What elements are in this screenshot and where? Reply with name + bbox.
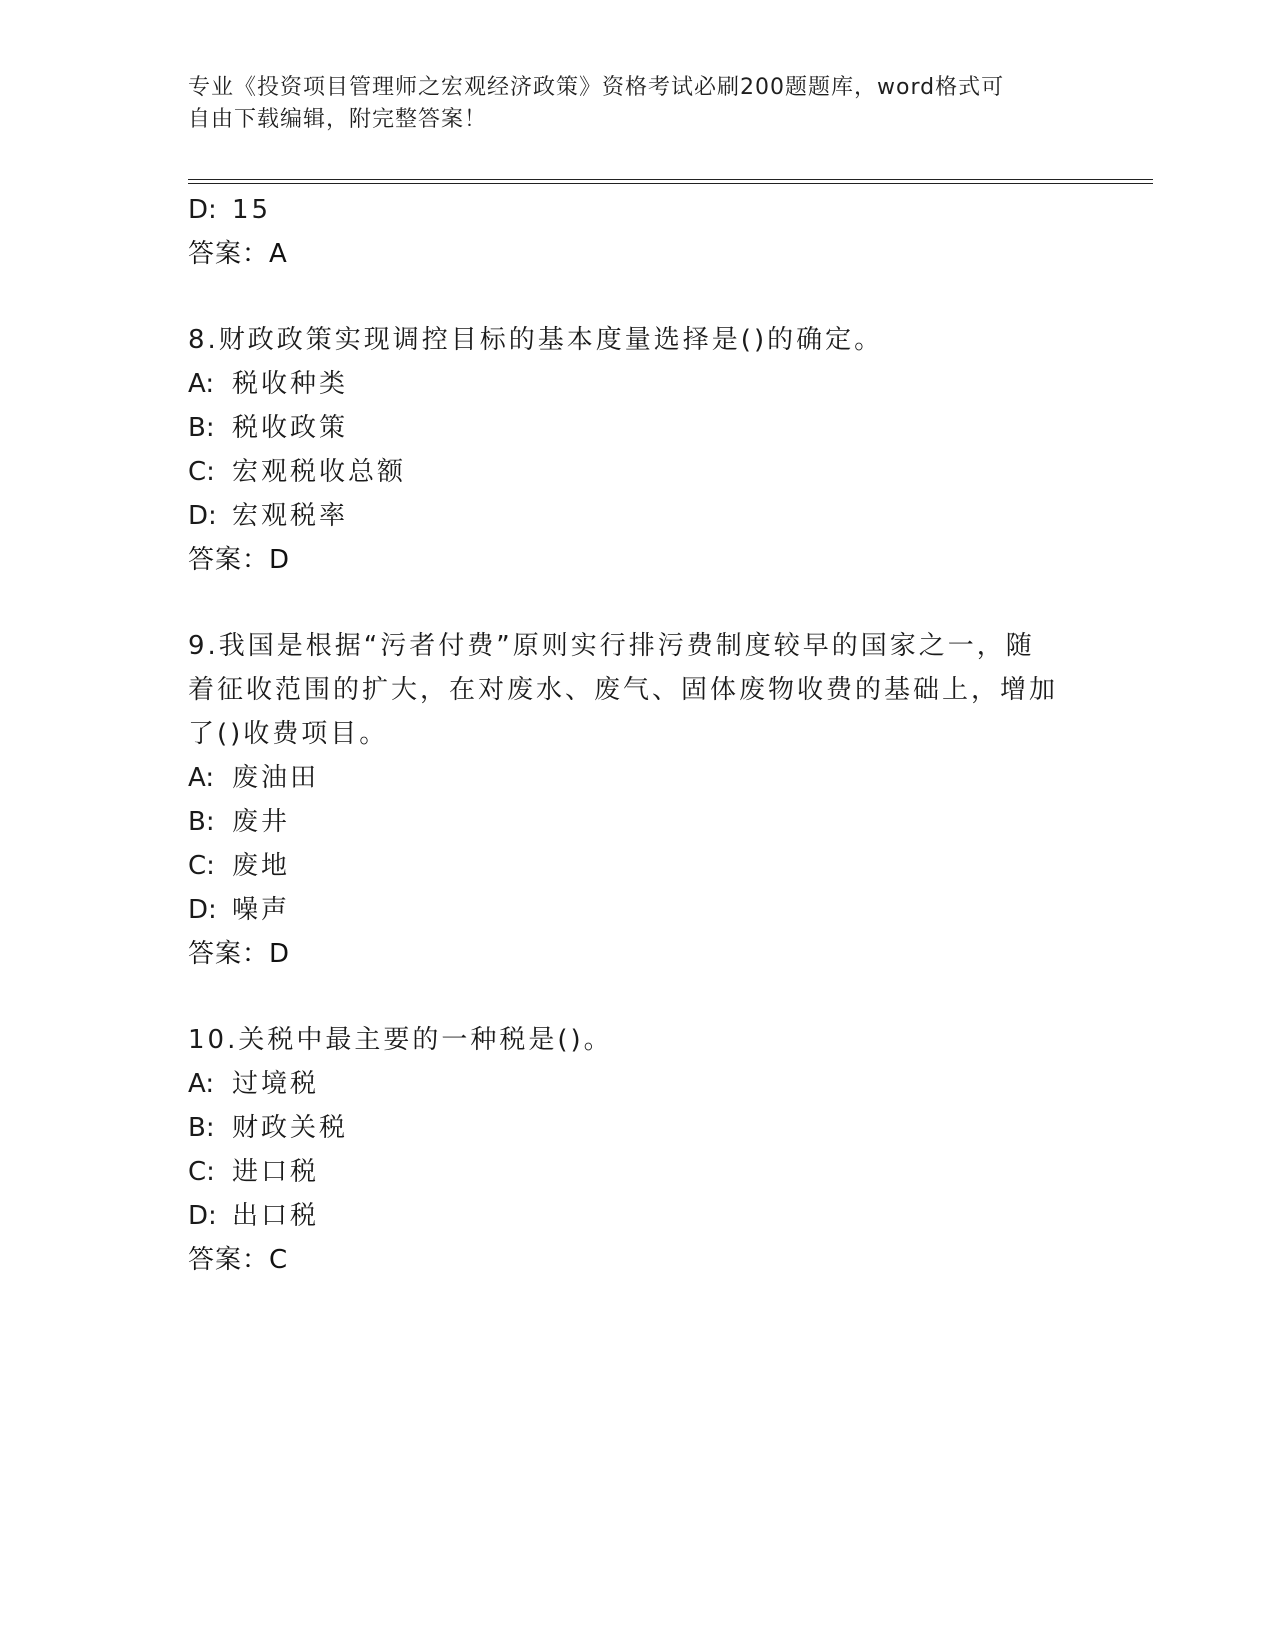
option-text: 15 [232,195,272,225]
header-divider-top [188,179,1153,180]
q10-stem: 10.关税中最主要的一种税是()。 [188,1025,613,1055]
option-label: D: [188,195,217,225]
option-text: 财政关税 [232,1113,349,1143]
q8-stem: 8.财政政策实现调控目标的基本度量选择是()的确定。 [188,325,884,355]
option-text: 宏观税率 [232,501,349,531]
option-label: D: [188,895,217,925]
option-text: 过境税 [232,1069,320,1099]
q10-answer: 答案：C [188,1245,289,1275]
q10-option-d [188,1199,319,1233]
option-text: 出口税 [232,1201,320,1231]
option-label: A: [188,369,215,399]
q10-option-c [188,1155,319,1189]
option-text: 宏观税收总额 [232,457,407,487]
q9-option-a [188,761,319,795]
option-text: 税收种类 [232,369,349,399]
header-divider-bottom [188,183,1153,184]
option-text: 税收政策 [232,413,349,443]
header-line-2: 自由下载编辑，附完整答案！ [188,107,488,132]
option-label: D: [188,501,217,531]
option-label: B: [188,1113,215,1143]
q8-option-c [188,455,406,489]
prev-answer: 答案：A [188,239,288,269]
q9-option-b [188,805,290,839]
option-text: 噪声 [232,895,291,925]
q9-stem-line-2: 着征收范围的扩大，在对废水、废气、固体废物收费的基础上，增加 [188,675,1059,705]
header-line-1: 专业《投资项目管理师之宏观经济政策》资格考试必刷200题题库，word格式可 [188,75,1005,100]
option-text: 进口税 [232,1157,320,1187]
option-label: D: [188,1201,217,1231]
q9-option-c [188,849,290,883]
document-header [188,72,1068,136]
q9-option-d [188,893,290,927]
q8-option-a [188,367,348,401]
option-label: B: [188,413,215,443]
q10-option-b [188,1111,348,1145]
option-text: 废地 [232,851,291,881]
q8-option-d [188,499,348,533]
q9-stem-line-3: 了()收费项目。 [188,719,389,749]
option-label: C: [188,1157,215,1187]
option-text: 废油田 [232,763,320,793]
q9-stem-line-1: 9.我国是根据“污者付费”原则实行排污费制度较早的国家之一，随 [188,631,1035,661]
q8-option-b [188,411,348,445]
option-text: 废井 [232,807,291,837]
option-label: B: [188,807,215,837]
q10-option-a [188,1067,319,1101]
q9-answer: 答案：D [188,939,291,969]
option-label: A: [188,1069,215,1099]
option-label: A: [188,763,215,793]
q8-answer: 答案：D [188,545,291,575]
option-label: C: [188,851,215,881]
option-label: C: [188,457,215,487]
prev-option-d [188,193,271,227]
